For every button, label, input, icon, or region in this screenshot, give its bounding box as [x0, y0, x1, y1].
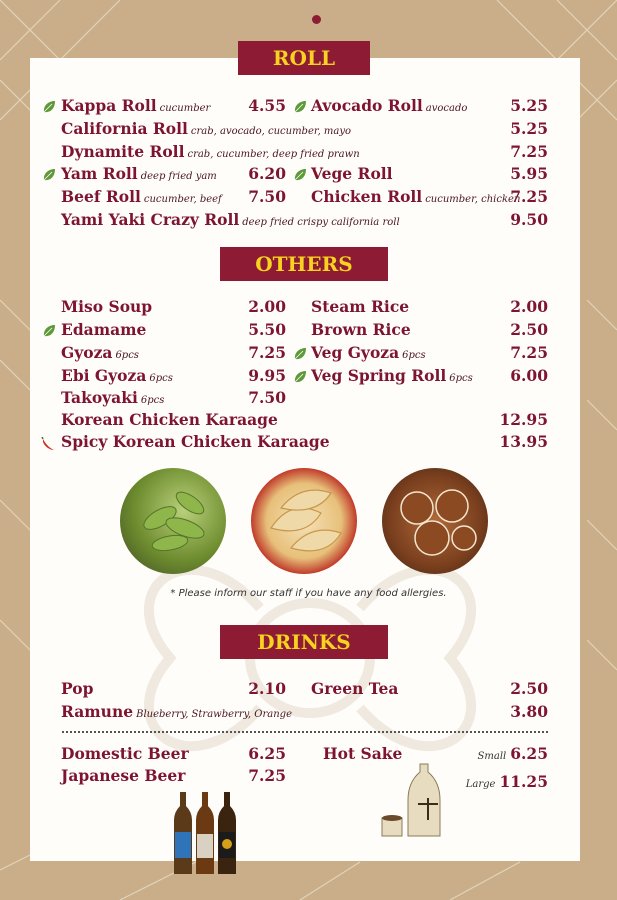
price-edamame: 5.50 — [248, 320, 286, 339]
menu-item-spicy-korean-chicken-karaage: Spicy Korean Chicken Karaage — [61, 432, 330, 451]
decorative-dot — [312, 15, 321, 24]
menu-item-avocado-roll: Avocado Roll avocado — [311, 96, 468, 115]
gyoza-photo — [251, 468, 357, 574]
menu-item-ebi-gyoza: Ebi Gyoza 6pcs — [61, 366, 173, 385]
price-green-tea: 2.50 — [510, 679, 548, 698]
price-dynamite-roll: 7.25 — [510, 142, 548, 161]
price-gyoza: 7.25 — [248, 343, 286, 362]
section-title-others: OTHERS — [220, 247, 388, 281]
vegetarian-leaf-icon — [293, 100, 307, 114]
section-title-drinks: DRINKS — [220, 625, 388, 659]
vegetarian-leaf-icon — [42, 324, 56, 338]
section-title-roll: ROLL — [238, 41, 370, 75]
menu-item-miso-soup: Miso Soup — [61, 297, 153, 316]
price-miso-soup: 2.00 — [248, 297, 286, 316]
menu-item-kappa-roll: Kappa Roll cucumber — [61, 96, 211, 115]
takoyaki-photo — [382, 468, 488, 574]
price-japanese-beer: 7.25 — [248, 766, 286, 785]
menu-item-japanese-beer: Japanese Beer — [61, 766, 186, 785]
menu-item-hot-sake: Hot Sake — [323, 744, 403, 763]
price-beef-roll: 7.50 — [248, 187, 286, 206]
price-spicy-korean-chicken-karaage: 13.95 — [499, 432, 548, 451]
price-pop: 2.10 — [248, 679, 286, 698]
menu-item-vege-roll: Vege Roll — [311, 164, 393, 183]
price-avocado-roll: 5.25 — [510, 96, 548, 115]
menu-item-beef-roll: Beef Roll cucumber, beef — [61, 187, 222, 206]
price-ramune: 3.80 — [510, 702, 548, 721]
price-domestic-beer: 6.25 — [248, 744, 286, 763]
menu-item-brown-rice: Brown Rice — [311, 320, 411, 339]
menu-item-korean-chicken-karaage: Korean Chicken Karaage — [61, 410, 278, 429]
price-takoyaki: 7.50 — [248, 388, 286, 407]
menu-item-pop: Pop — [61, 679, 94, 698]
price-yam-roll: 6.20 — [248, 164, 286, 183]
menu-item-ramune: Ramune Blueberry, Strawberry, Orange — [61, 702, 292, 721]
menu-item-edamame: Edamame — [61, 320, 147, 339]
vegetarian-leaf-icon — [293, 370, 307, 384]
chili-pepper-icon — [41, 437, 55, 451]
vegetarian-leaf-icon — [293, 168, 307, 182]
menu-item-dynamite-roll: Dynamite Roll crab, cucumber, deep fried prawn — [61, 142, 360, 161]
menu-item-domestic-beer: Domestic Beer — [61, 744, 189, 763]
menu-item-chicken-roll: Chicken Roll cucumber, chicken — [311, 187, 521, 206]
menu-item-veg-gyoza: Veg Gyoza 6pcs — [311, 343, 426, 362]
price-steam-rice: 2.00 — [510, 297, 548, 316]
menu-item-takoyaki: Takoyaki 6pcs — [61, 388, 165, 407]
dotted-divider — [62, 731, 548, 733]
allergy-note: * Please inform our staff if you have any food allergies. — [170, 588, 447, 599]
menu-item-california-roll: California Roll crab, avocado, cucumber, mayo — [61, 119, 352, 138]
menu-item-steam-rice: Steam Rice — [311, 297, 410, 316]
price-veg-gyoza: 7.25 — [510, 343, 548, 362]
price-ebi-gyoza: 9.95 — [248, 366, 286, 385]
price-kappa-roll: 4.55 — [248, 96, 286, 115]
menu-item-yam-roll: Yam Roll deep fried yam — [61, 164, 217, 183]
edamame-photo — [120, 468, 226, 574]
vegetarian-leaf-icon — [42, 100, 56, 114]
price-chicken-roll: 7.25 — [510, 187, 548, 206]
price-brown-rice: 2.50 — [510, 320, 548, 339]
sake-set-image — [380, 762, 446, 842]
vegetarian-leaf-icon — [293, 347, 307, 361]
beer-bottles-image — [168, 790, 248, 878]
price-yami-yaki-crazy-roll: 9.50 — [510, 210, 548, 229]
menu-item-veg-spring-roll: Veg Spring Roll 6pcs — [311, 366, 473, 385]
vegetarian-leaf-icon — [42, 168, 56, 182]
price-vege-roll: 5.95 — [510, 164, 548, 183]
price-california-roll: 5.25 — [510, 119, 548, 138]
price-korean-chicken-karaage: 12.95 — [499, 410, 548, 429]
menu-item-gyoza: Gyoza 6pcs — [61, 343, 139, 362]
price-sake-small: Small 6.25 — [477, 744, 548, 763]
menu-item-green-tea: Green Tea — [311, 679, 399, 698]
price-sake-large: Large 11.25 — [465, 772, 548, 791]
price-veg-spring-roll: 6.00 — [510, 366, 548, 385]
menu-item-yami-yaki-crazy-roll: Yami Yaki Crazy Roll deep fried crispy california roll — [61, 210, 400, 229]
